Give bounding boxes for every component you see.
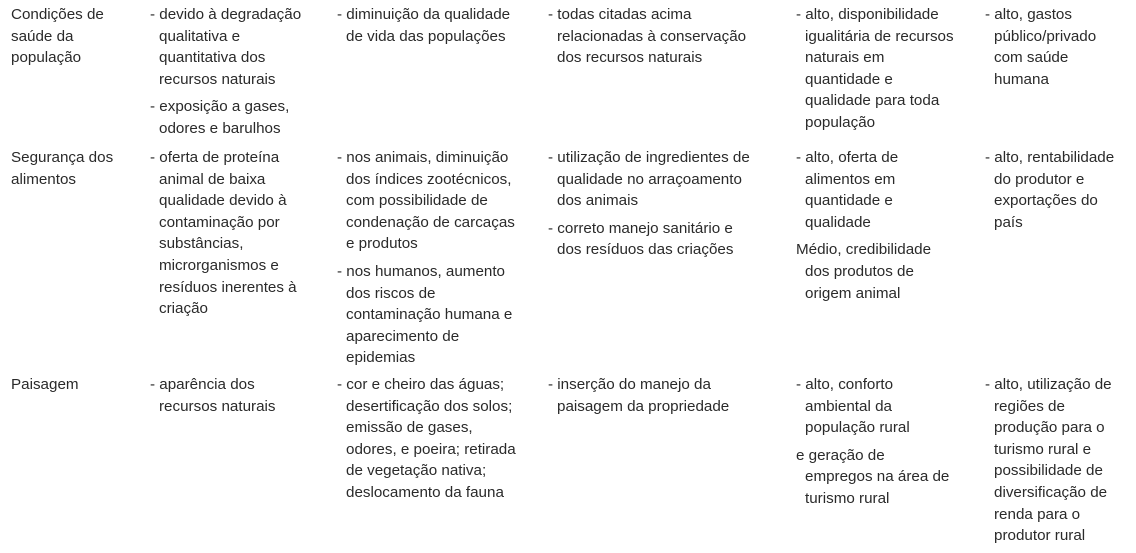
social-importance-cell: [796, 374, 976, 516]
row-label-cell: [11, 374, 139, 396]
text-line: microrganismos e: [159, 256, 279, 274]
action-cell: [548, 374, 784, 423]
list-item: [337, 261, 537, 369]
text-line: qualidade devido à: [159, 192, 287, 210]
list-item: [150, 374, 328, 417]
list-item: [796, 374, 976, 439]
list-item: [150, 96, 328, 139]
text-line: de vida das populações: [346, 27, 506, 45]
text-line: com possibilidade de: [346, 192, 488, 210]
text-line: turismo rural: [805, 489, 890, 507]
list-item: [150, 4, 328, 90]
text-line: recursos naturais: [159, 70, 276, 88]
list-item: [796, 239, 976, 304]
text-line: desertificação dos solos;: [346, 397, 513, 415]
cause-cell: [150, 147, 328, 326]
text-line: - exposição a gases,: [150, 98, 290, 116]
text-line: alimentos em: [805, 170, 896, 188]
consequence-cell: [337, 4, 537, 53]
text-line: do produtor e: [994, 170, 1085, 188]
text-line: epidemias: [346, 349, 416, 367]
text-line: e produtos: [346, 235, 418, 253]
text-line: paisagem da propriedade: [557, 397, 730, 415]
text-line: quantidade e: [805, 192, 893, 210]
row-label-line: Condições de: [11, 6, 104, 23]
consequence-cell: [337, 147, 537, 375]
economic-importance-cell: [985, 147, 1135, 239]
text-line: odores, e poeira; retirada: [346, 440, 516, 458]
action-cell: [548, 147, 784, 267]
text-line: - alto, rentabilidade: [985, 149, 1115, 166]
text-line: com saúde: [994, 49, 1069, 67]
text-line: recursos naturais: [159, 397, 276, 415]
row-label-line: população: [11, 49, 82, 67]
text-line: relacionadas à conservação: [557, 27, 747, 45]
text-line: - devido à degradação: [150, 6, 302, 23]
text-line: produção para o: [994, 419, 1105, 437]
list-item: [548, 218, 784, 261]
text-line: - cor e cheiro das águas;: [337, 376, 505, 393]
text-line: - diminuição da qualidade: [337, 6, 511, 23]
text-line: turismo rural e: [994, 440, 1092, 458]
list-item: [796, 147, 976, 233]
row-label-line: alimentos: [11, 170, 76, 188]
action-cell: [548, 4, 784, 75]
list-item: [150, 147, 328, 320]
text-line: qualidade para toda: [805, 92, 940, 110]
text-line: Médio, credibilidade: [796, 241, 932, 259]
text-line: população: [805, 113, 876, 131]
text-line: resíduos inerentes à: [159, 278, 297, 296]
text-line: dos riscos de: [346, 284, 436, 302]
text-line: dos resíduos das criações: [557, 241, 734, 259]
text-line: dos recursos naturais: [557, 49, 703, 67]
consequence-cell: [337, 374, 537, 510]
list-item: [985, 4, 1135, 90]
text-line: possibilidade de: [994, 462, 1103, 480]
text-line: - alto, oferta de: [796, 149, 899, 166]
text-line: - nos humanos, aumento: [337, 262, 506, 280]
text-line: criação: [159, 300, 208, 318]
row-label-line: Segurança dos: [11, 149, 114, 166]
list-item: [337, 147, 537, 255]
text-line: naturais em: [805, 49, 885, 67]
text-line: - nos animais, diminuição: [337, 149, 509, 166]
text-line: - utilização de ingredientes de: [548, 149, 750, 166]
text-line: condenação de carcaças: [346, 213, 515, 231]
economic-importance-cell: [985, 374, 1135, 553]
text-line: - alto, disponibilidade: [796, 6, 939, 23]
text-line: qualitativa e: [159, 27, 241, 45]
text-line: qualidade no arraçoamento: [557, 170, 742, 188]
text-line: qualidade: [805, 213, 871, 231]
cause-cell: [150, 4, 328, 146]
cause-cell: [150, 374, 328, 423]
text-line: exportações do: [994, 192, 1098, 210]
text-line: regiões de: [994, 397, 1065, 415]
text-line: - alto, gastos: [985, 6, 1072, 23]
text-line: aparecimento de: [346, 327, 460, 345]
text-line: emissão de gases,: [346, 419, 473, 437]
text-line: igualitária de recursos: [805, 27, 954, 45]
row-label-line: saúde da: [11, 27, 74, 45]
text-line: contaminação humana e: [346, 306, 513, 324]
list-item: [548, 374, 784, 417]
text-line: população rural: [805, 419, 910, 437]
list-item: [337, 4, 537, 47]
text-line: - todas citadas acima: [548, 6, 692, 23]
text-line: quantidade e: [805, 70, 893, 88]
text-line: - alto, utilização de: [985, 376, 1112, 393]
text-line: país: [994, 213, 1023, 231]
social-importance-cell: [796, 147, 976, 310]
list-item: [796, 445, 976, 510]
text-line: e geração de: [796, 446, 885, 464]
list-item: [985, 374, 1135, 547]
text-line: substâncias,: [159, 235, 244, 253]
text-line: renda para o: [994, 505, 1081, 523]
text-line: deslocamento da fauna: [346, 483, 504, 501]
text-line: - oferta de proteína: [150, 149, 280, 166]
text-line: - aparência dos: [150, 376, 255, 393]
economic-importance-cell: [985, 4, 1135, 96]
text-line: - alto, conforto: [796, 376, 894, 393]
text-line: odores e barulhos: [159, 119, 281, 137]
text-line: contaminação por: [159, 213, 280, 231]
text-line: diversificação de: [994, 483, 1108, 501]
text-line: humana: [994, 70, 1049, 88]
social-importance-cell: [796, 4, 976, 140]
text-line: produtor rural: [994, 527, 1086, 545]
text-line: - inserção do manejo da: [548, 376, 711, 393]
text-line: dos produtos de: [805, 262, 914, 280]
text-line: ambiental da: [805, 397, 892, 415]
text-line: dos animais: [557, 192, 639, 210]
text-line: animal de baixa: [159, 170, 266, 188]
text-line: empregos na área de: [805, 468, 950, 486]
row-label-line: Paisagem: [11, 376, 79, 393]
list-item: [985, 147, 1135, 233]
text-line: dos índices zootécnicos,: [346, 170, 512, 188]
row-label-cell: [11, 4, 139, 69]
text-line: origem animal: [805, 284, 901, 302]
row-label-cell: [11, 147, 139, 190]
text-line: de vegetação nativa;: [346, 462, 487, 480]
list-item: [548, 4, 784, 69]
list-item: [548, 147, 784, 212]
list-item: [337, 374, 537, 504]
text-line: - correto manejo sanitário e: [548, 219, 733, 237]
text-line: quantitativa dos: [159, 49, 266, 67]
list-item: [796, 4, 976, 134]
text-line: público/privado: [994, 27, 1097, 45]
